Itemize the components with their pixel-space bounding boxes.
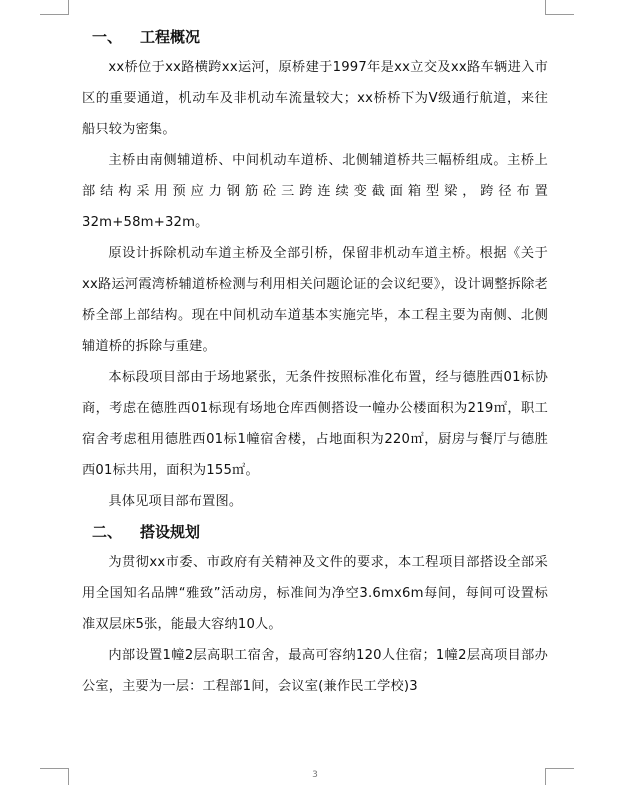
document-body (82, 22, 548, 702)
paragraph: 为贯彻xx市委、市政府有关精神及文件的要求，本工程项目部搭设全部采用全国知名品牌“雅致”活动房，标准间为净空3.6mx6m每间，每间可设置标准双层床5张，能最大容纳10人。 (82, 555, 548, 632)
section-heading-planning (82, 517, 548, 547)
section-number: 二、 (92, 523, 123, 541)
crop-mark-top-right (545, 0, 574, 15)
paragraph: 本标段项目部由于场地紧张，无条件按照标准化布置，经与德胜西01标协商，考虑在德胜西01标现有场地仓库西侧搭设一幢办公楼面积为219㎡，职工宿舍考虑租用德胜西01标1幢宿舍楼，占地面积为220㎡，厨房与餐厅与德胜西01标共用，面积为155㎡。 (82, 370, 548, 478)
section-title: 工程概况 (140, 28, 201, 46)
paragraph: 原设计拆除机动车道主桥及全部引桥，保留非机动车道主桥。根据《关于xx路运河霞湾桥辅道桥检测与利用相关问题论证的会议纪要》，设计调整拆除老桥全部上部结构。现在中间机动车道基本实施完毕，本工程主要为南侧、北侧辅道桥的拆除与重建。 (82, 246, 548, 354)
paragraph: 内部设置1幢2层高职工宿舍，最高可容纳120人住宿；1幢2层高项目部办公室，主要为一层：工程部1间，会议室(兼作民工学校)3 (82, 648, 548, 694)
section-title: 搭设规划 (140, 523, 201, 541)
page-number: 3 (312, 770, 318, 780)
section-heading-overview (82, 22, 548, 52)
crop-mark-top-left (40, 0, 69, 15)
paragraph: xx桥位于xx路横跨xx运河，原桥建于1997年是xx立交及xx路车辆进入市区的重要通道，机动车及非机动车流量较大；xx桥桥下为Ⅴ级通行航道，来往船只较为密集。 (82, 60, 548, 137)
paragraph: 主桥由南侧辅道桥、中间机动车道桥、北侧辅道桥共三幅桥组成。主桥上部结构采用预应力钢筋砼三跨连续变截面箱型梁，跨径布置32m+58m+32m。 (82, 153, 548, 230)
paragraph: 具体见项目部布置图。 (108, 494, 243, 509)
section-number: 一、 (92, 28, 123, 46)
